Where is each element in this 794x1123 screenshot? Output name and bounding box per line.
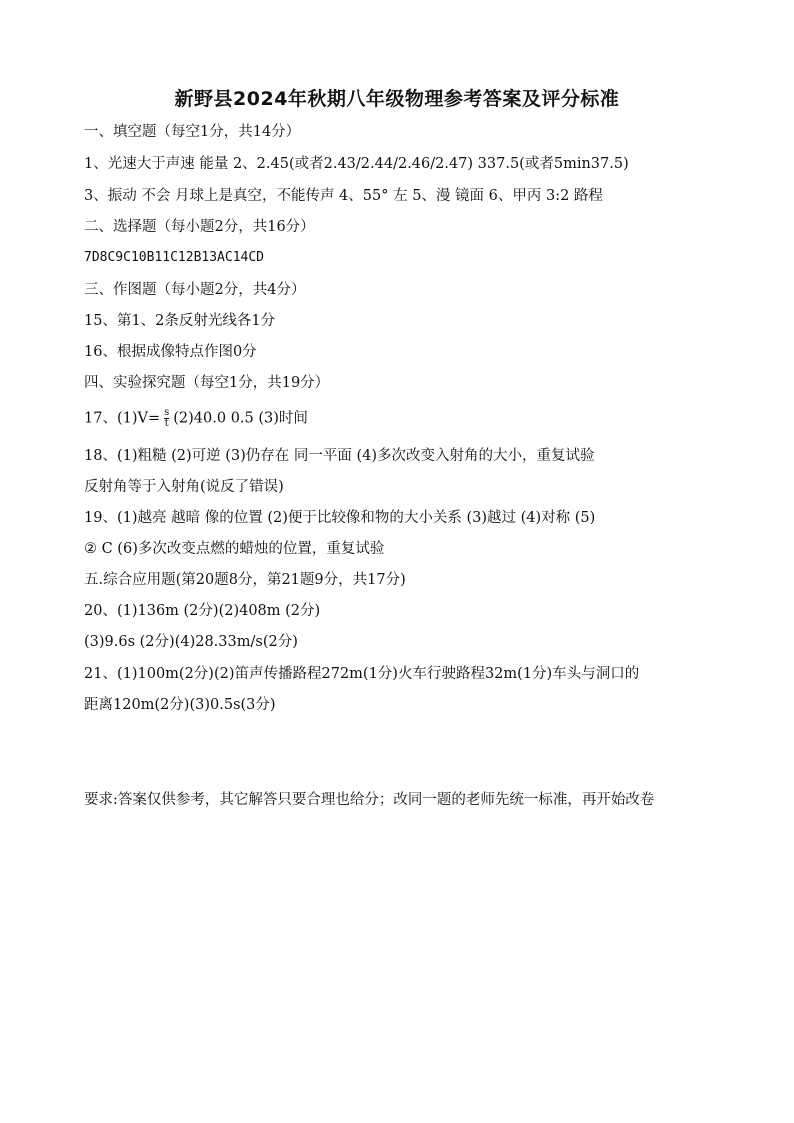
answer-line-q19-b: ② C (6)多次改变点燃的蜡烛的位置，重复试验 [84,541,385,557]
answer-line-q20-b: (3)9.6s (2分)(4)28.33m/s(2分) [84,634,298,650]
answer-line-q1-2: 1、光速大于声速 能量 2、2.45(或者2.43/2.44/2.46/2.47) 337.5(或者5min37.5) [84,156,629,172]
q17-prefix: 17、(1)V= [84,410,161,427]
answer-line-q20-a: 20、(1)136m (2分)(2)408m (2分) [84,603,321,619]
answer-line-q21-a: 21、(1)100m(2分)(2)笛声传播路程272m(1分)火车行驶路程32m(1分)车头与洞口的 [84,666,640,682]
answer-line-q18-a: 18、(1)粗糙 (2)可逆 (3)仍存在 同一平面 (4)多次改变入射角的大小，重复试验 [84,448,595,464]
answer-line-q16: 16、根据成像特点作图0分 [84,344,257,360]
answer-line-q3-6: 3、振动 不会 月球上是真空，不能传声 4、55° 左 5、漫 镜面 6、甲丙 3:2 路程 [84,188,603,204]
section-2-heading: 二、选择题（每小题2分，共16分） [84,219,315,235]
answer-line-q7-14: 7D8C9C10B11C12B13AC14CD [84,250,265,265]
grading-requirement-note: 要求:答案仅供参考，其它解答只要合理也给分；改同一题的老师先统一标准，再开始改卷 [84,792,655,808]
answer-line-q21-b: 距离120m(2分)(3)0.5s(3分) [84,697,276,713]
section-1-heading: 一、填空题（每空1分，共14分） [84,124,301,140]
q17-rest: (2)40.0 0.5 (3)时间 [173,410,308,427]
answer-line-q15: 15、第1、2条反射光线各1分 [84,313,276,329]
section-4-heading: 四、实验探究题（每空1分，共19分） [84,375,330,391]
answer-line-q17 [84,408,308,429]
fraction-numerator: s [164,407,170,418]
page-title: 新野县2024年秋期八年级物理参考答案及评分标准 [174,88,620,110]
answer-line-q19-a: 19、(1)越亮 越暗 像的位置 (2)便于比较像和物的大小关系 (3)越过 (4)对称 (5) [84,510,596,526]
section-5-heading: 五.综合应用题(第20题8分，第21题9分，共17分) [84,572,406,588]
velocity-fraction [164,408,169,429]
answer-line-q18-b: 反射角等于入射角(说反了错误) [84,479,284,495]
fraction-denominator: t [164,418,169,429]
section-3-heading: 三、作图题（每小题2分，共4分） [84,282,306,298]
